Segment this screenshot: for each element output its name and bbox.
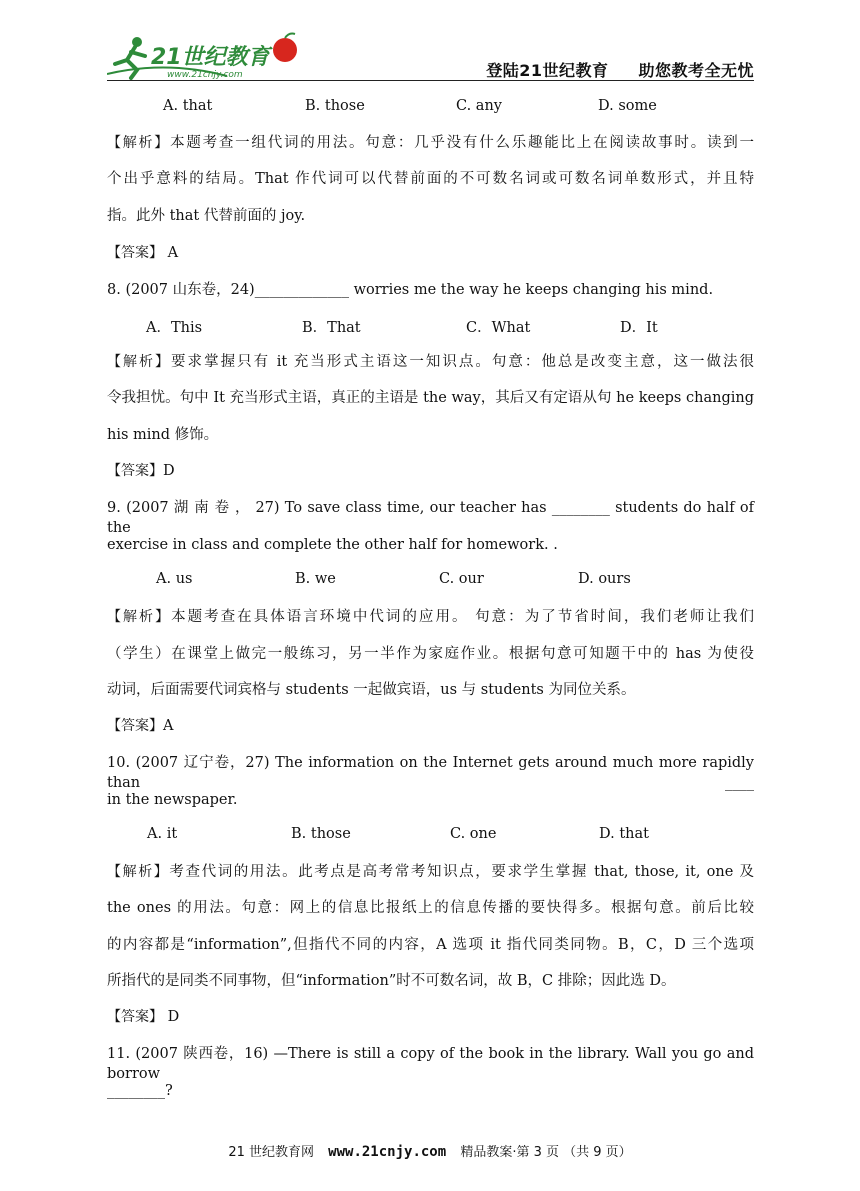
analysis-label: 【解析】 [107, 135, 171, 151]
q7-option-a: A. that [163, 98, 213, 114]
q8-option-c: C．What [466, 320, 531, 336]
q10-analysis-line-3: 的内容都是“information”,但指代不同的内容，A 选项 it 指代同类同物。B，C，D 三个选项 [107, 937, 754, 953]
runner-head-icon [132, 37, 142, 47]
runner-body-icon [115, 47, 145, 78]
q10-option-b: B. those [291, 826, 351, 842]
q7-analysis-line-2: 个出乎意料的结局。That 作代词可以代替前面的不可数名词或可数名词单数形式，并且特 [107, 171, 754, 187]
answer-label: 【答案】 [107, 245, 163, 261]
q10-analysis-line-4: 所指代的是同类不同事物，但“information”时不可数名词，故 B，C 排除；因此选 D。 [107, 973, 676, 989]
footer-site: 21 世纪教育网 [228, 1145, 315, 1160]
q8-analysis-line-2: 令我担忧。句中 It 充当形式主语，真正的主语是 the way，其后又有定语从句 he keeps changing [107, 390, 754, 406]
q7-analysis-line-1: 【解析】本题考查一组代词的用法。句意：几乎没有什么乐趣能比上在阅读故事时。读到一 [107, 135, 754, 151]
q7-analysis-line-3: 指。此外 that 代替前面的 joy. [107, 208, 306, 224]
q8-option-b: B．That [302, 320, 361, 336]
q10-stem-line-2: in the newspaper. [107, 792, 238, 808]
q8-analysis-line-3: his mind 修饰。 [107, 427, 219, 443]
logo-url: www.21cnjy.com [167, 70, 243, 80]
q7-option-d: D. some [598, 98, 657, 114]
header-rule [107, 80, 754, 81]
q10-answer: 【答案】 D [107, 1009, 180, 1025]
q9-analysis-line-3: 动词，后面需要代词宾格与 students 一起做宾语，us 与 students 为同位关系。 [107, 682, 636, 698]
tagline-right: 助您教考全无忧 [638, 61, 754, 80]
q8-answer: 【答案】D [107, 463, 175, 479]
apple-icon [273, 38, 297, 62]
footer-page-info: 精品教案·第 3 页 （共 9 页） [460, 1145, 632, 1160]
q8-stem: 8. (2007 山东卷，24)_____________ worries me the way he keeps changing his mind. [107, 282, 714, 298]
q9-option-b: B. we [295, 571, 336, 587]
page-footer [0, 1141, 860, 1160]
footer-url-link[interactable]: www.21cnjy.com [328, 1144, 447, 1160]
q9-stem-line-1: 9. (2007 湖 南 卷 ， 27) To save class time, our teacher has ________ students do half of the [107, 500, 754, 536]
q9-option-c: C. our [439, 571, 484, 587]
q9-answer: 【答案】A [107, 718, 174, 734]
q10-option-a: A. it [147, 826, 178, 842]
q10-option-d: D. that [599, 826, 649, 842]
q9-analysis-line-2: （学生）在课堂上做完一般练习，另一半作为家庭作业。根据句意可知题干中的 has 为使役 [107, 646, 754, 662]
q10-stem-line-1: 10. (2007 辽宁卷，27) The information on the Internet gets around much more rapidly than ____ [107, 755, 754, 791]
q7-option-b: B. those [305, 98, 365, 114]
q9-option-a: A. us [156, 571, 193, 587]
logo-text: 21世纪教育 [151, 45, 270, 70]
q10-analysis-line-2: the ones 的用法。句意：网上的信息比报纸上的信息传播的要快得多。根据句意。前后比较 [107, 900, 754, 916]
logo [107, 30, 307, 80]
q8-analysis-line-1: 【解析】要求掌握只有 it 充当形式主语这一知识点。句意：他总是改变主意，这一做法很 [107, 354, 755, 370]
q9-option-d: D. ours [578, 571, 631, 587]
q9-stem-line-2: exercise in class and complete the other half for homework. . [107, 537, 558, 553]
page-header [107, 30, 754, 82]
q10-analysis-line-1: 【解析】考查代词的用法。此考点是高考常考知识点，要求学生掌握 that, those, it, one 及 [107, 864, 755, 880]
q9-analysis-line-1: 【解析】本题考查在具体语言环境中代词的应用。 句意：为了节省时间，我们老师让我们 [107, 609, 754, 625]
header-tagline [486, 58, 754, 81]
q8-option-d: D．It [620, 320, 658, 336]
tagline-left: 登陆21世纪教育 [486, 61, 609, 80]
q8-option-a: A．This [146, 320, 203, 336]
q10-option-c: C. one [450, 826, 497, 842]
q7-option-c: C. any [456, 98, 502, 114]
q7-answer: 【答案】 A [107, 245, 179, 261]
q11-stem-line-1: 11. (2007 陕西卷，16) —There is still a copy of the book in the library. Wall you go and borrow [107, 1046, 754, 1082]
q11-stem-line-2: ________? [107, 1083, 173, 1099]
